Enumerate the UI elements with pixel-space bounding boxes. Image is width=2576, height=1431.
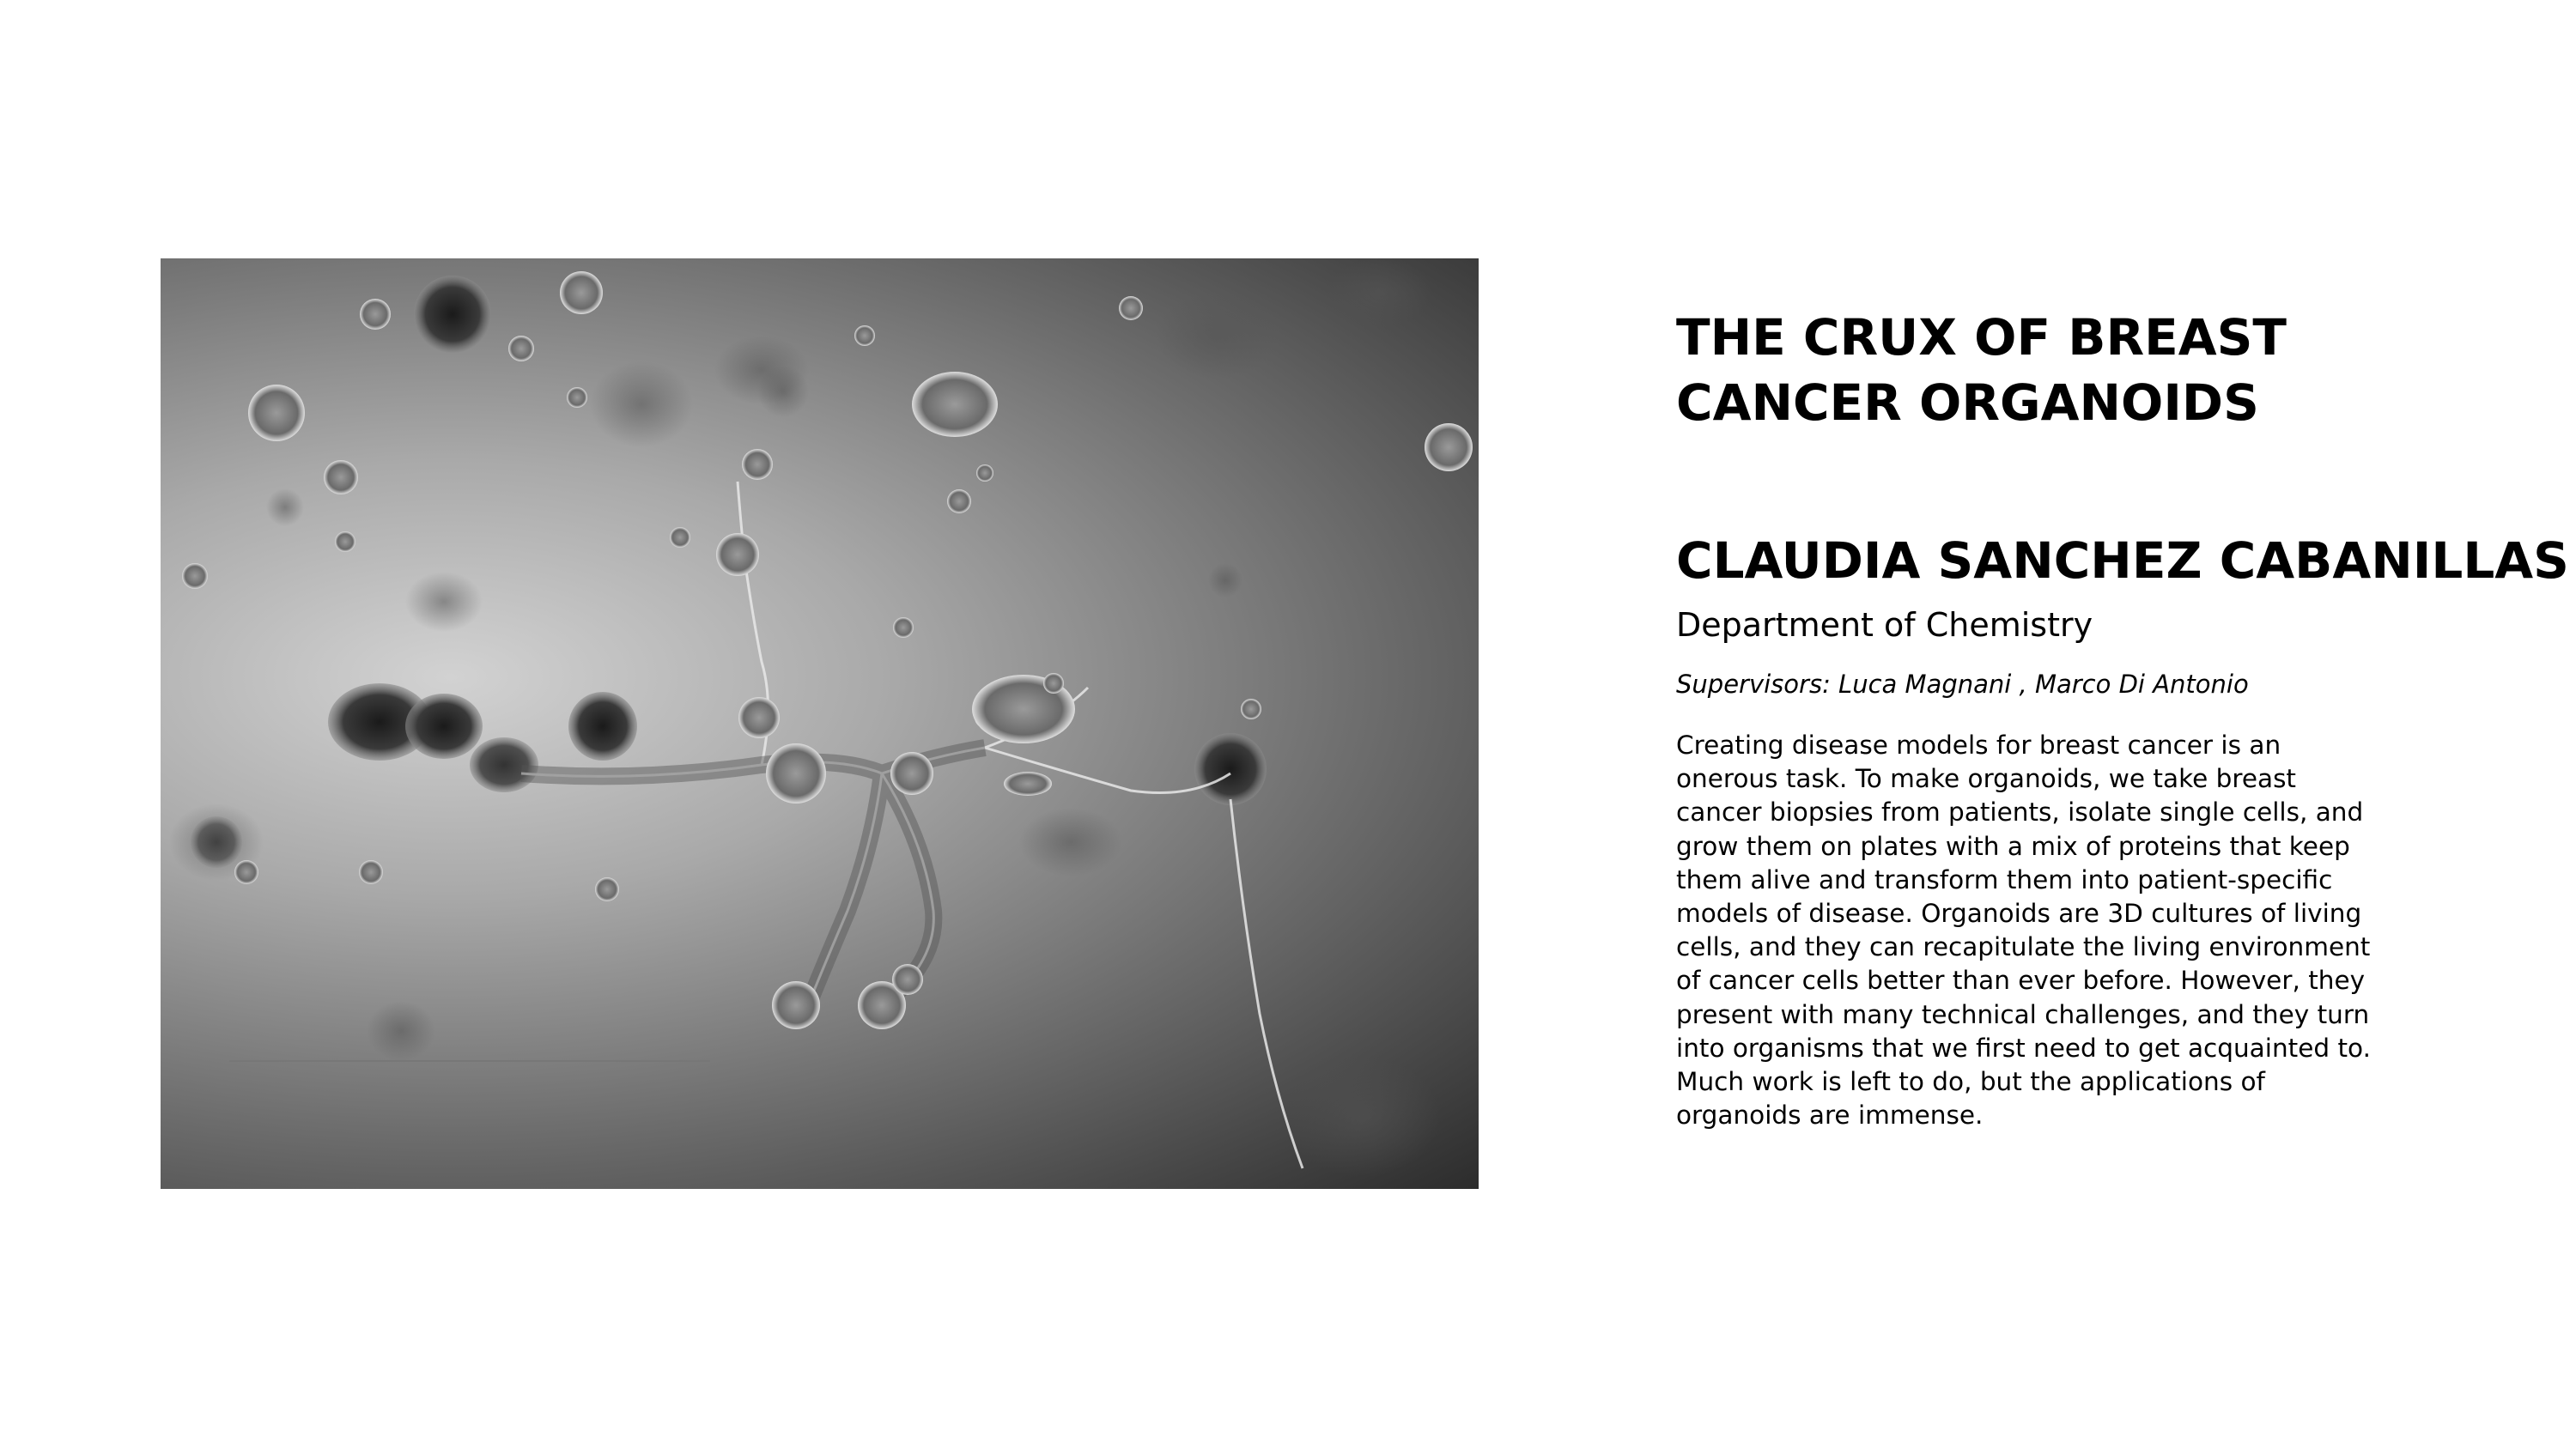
poster-title: THE CRUX OF BREAST CANCER ORGANOIDS [1676, 308, 2287, 432]
text-panel [1676, 305, 2569, 1131]
supervisors-line: Supervisors: Luca Magnani , Marco Di Antonio [1676, 670, 2249, 699]
author-name: CLAUDIA SANCHEZ CABANILLAS [1676, 531, 2569, 590]
department-label: Department of Chemistry [1676, 606, 2093, 644]
organoid-illustration [161, 258, 1479, 1189]
description-paragraph: Creating disease models for breast cancer is an onerous task. To make organoids, we take breast cancer biopsies from patients, isolate single cells, and grow them on plates with a mix of proteins that keep them alive and transform them into patient-specific models of disease. Organoids are 3D cultures of living cells, and they can recapitulate the living environment of cancer cells better than ever before. However, they present with many technical challenges, and they turn into organisms that we first need to get acquainted to. Much work is left to do, but the applications of organoids are immense. [1676, 731, 2371, 1131]
organoid-microscopy-image [161, 258, 1479, 1189]
